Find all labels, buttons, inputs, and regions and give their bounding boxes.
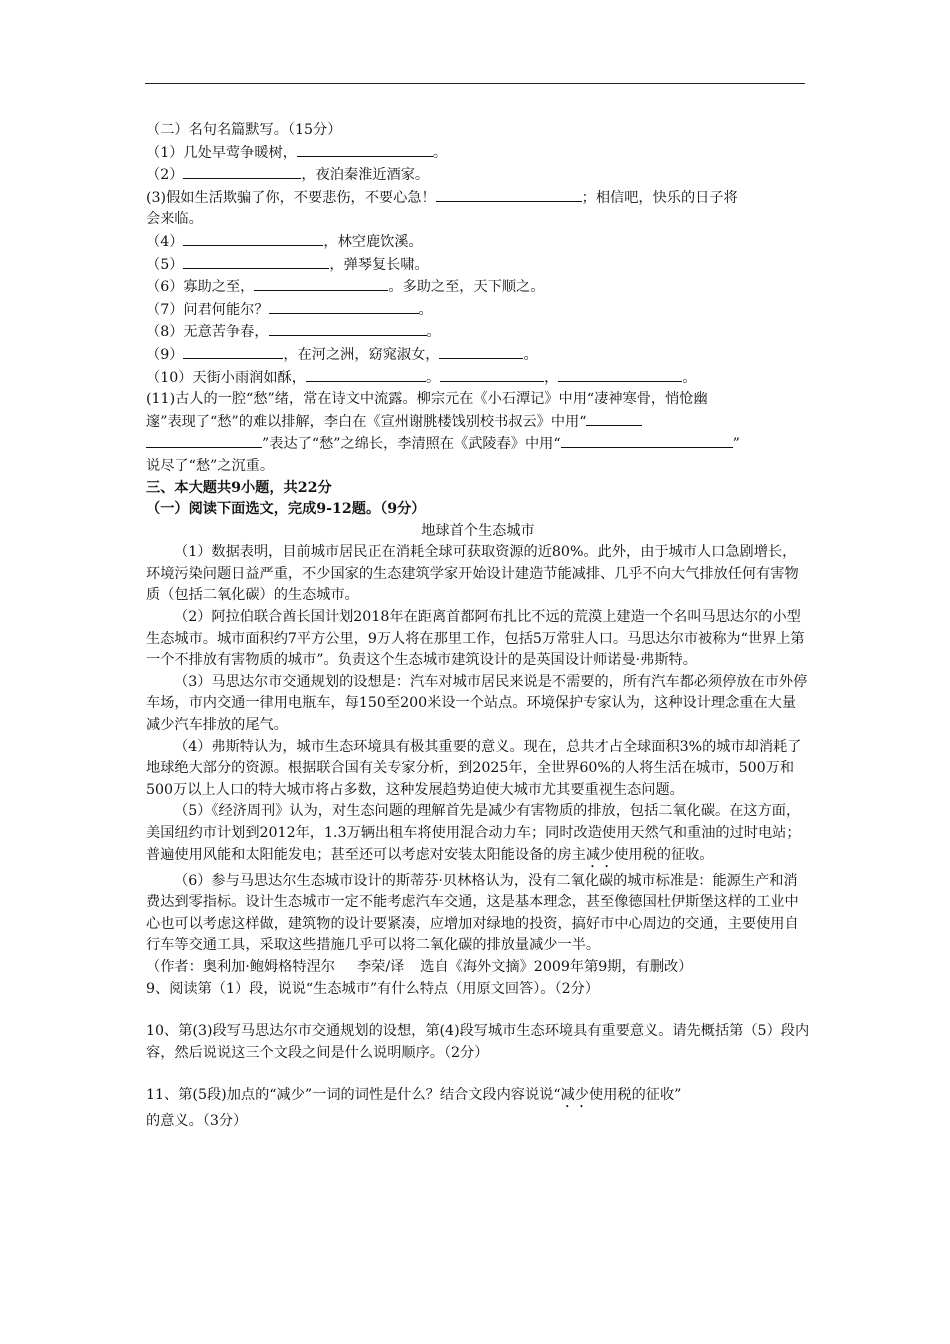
q2-answer-blank[interactable] [183,164,301,179]
q9-text: ，在河之洲，窈窕淑女， [283,346,440,363]
recitation-q5 [146,254,810,277]
q1-end: 。 [432,144,448,161]
recitation-q2 [146,164,810,187]
recitation-q1 [146,142,810,165]
q11-quote-end: ” [732,436,740,453]
question-11 [146,1085,810,1111]
p5-text: （5）《经济周刊》认为，对生态问题的理解首先是减少有害物质的排放，包括二氧化碳。在这方面，美国纽约市计划到2012年，1.3万辆出租车将使用混合动力车；同时改造使用天然气和重油的过时电站；普遍使用风能和太阳能发电；甚至还可以考虑对安装太阳能设备的房主 [146,803,801,863]
q11-answer-blank-1b[interactable] [146,433,262,448]
q1-answer-blank[interactable] [297,142,433,157]
recitation-q11-line2 [146,411,810,434]
q11b-text-2: 使用税的征收” [589,1087,682,1104]
q6-text-2: 。多助之至，天下顺之。 [388,279,545,296]
q9-number: （9） [146,346,184,363]
recitation-q10 [146,367,810,390]
article-paragraph-1: （1）数据表明，目前城市居民正在消耗全球可获取资源的近80%。此外，由于城市人口急剧增长，环境污染问题日益严重，不少国家的生态建筑学家开始设计建造节能减排、几乎不向大气排放任何有害物质（包括二氧化碳）的生态城市。 [146,544,799,604]
recitation-q11-line1: (11)古人的一腔“愁”绪，常在诗文中流露。柳宗元在《小石潭记》中用“凄神寒骨，悄怆幽 [146,391,708,408]
q11b-dotted-word: 减少 [560,1087,589,1104]
q3-text-2: ；相信吧，快乐的日子将 [581,189,738,206]
p5-text-2: 使用税的征收。 [614,846,714,863]
q4-answer-blank[interactable] [183,231,323,246]
exam-page [146,120,810,1133]
q7-answer-blank[interactable] [269,299,419,314]
q4-number: （4） [146,233,184,250]
q11-text-2: 邃”表现了“愁”的难以排解，李白在《宣州谢朓楼饯别校书叔云》中用“ [146,413,587,430]
source-author: （作者：奥利加·鲍姆格特涅尔 [146,958,335,975]
q9-answer-blank-1[interactable] [183,344,283,359]
q3-answer-blank[interactable] [436,187,582,202]
source-publication: 选自《海外文摘》2009年第9期，有删改） [420,958,693,975]
p5-dotted-word: 减少 [585,846,615,863]
q9-end: 。 [523,346,538,363]
q11-text-3: ”表达了“愁”之绵长，李清照在《武陵春》中用“ [262,436,561,453]
q10-end: 。 [682,369,697,386]
q10-answer-blank-1[interactable] [306,367,426,382]
q5-text: ，弹琴复长啸。 [329,256,429,273]
q10-sep-2: ， [544,369,559,386]
q10-sep: 。 [425,369,441,386]
recitation-q3 [146,187,810,210]
q11b-text: 11、第(5段)加点的“减少”一词的词性是什么？结合文段内容说说“ [146,1087,561,1104]
q5-number: （5） [146,256,184,273]
q2-number: （2） [146,167,184,184]
recitation-q8 [146,321,810,344]
q9-answer-blank-2[interactable] [439,344,523,359]
q7-end: 。 [418,301,433,318]
article-title: 地球首个生态城市 [421,522,535,539]
q10-answer-blank-3[interactable] [558,367,682,382]
header-rule [145,83,805,84]
q3-continuation: 会来临。 [146,211,203,228]
article-paragraph-6: （6）参与马思达尔生态城市设计的斯蒂芬·贝林格认为，没有二氧化碳的城市标准是：能源生产和消费达到零指标。设计生态城市一定不能考虑汽车交通，这是基本理念，甚至像德国杜伊斯堡这样的工业中心也可以考虑这样做，建筑物的设计要紧凑，应增加对绿地的投资，搞好市中心周边的交通，主要使用自行车等交通工具，采取这些措施几乎可以将二氧化碳的排放量减少一半。 [146,872,799,954]
recitation-q11-line3 [146,433,810,456]
q3-text: (3)假如生活欺骗了你，不要悲伤，不要心急！ [146,189,436,206]
question-10: 10、第(3)段写马思达尔市交通规划的设想，第(4)段写城市生态环境具有重要意义。请先概括第（5）段内容，然后说说这三个文段之间是什么说明顺序。（2分） [146,1023,810,1061]
article-paragraph-2: （2）阿拉伯联合酋长国计划2018年在距离首都阿布扎比不远的荒漠上建造一个名叫马思达尔的小型生态城市。城市面积约7平方公里，9万人将在那里工作，包括5万常驻人口。马思达尔市被称为“世界上第一个不排放有害物质的城市”。负责这个生态城市建筑设计的是英国设计师诺曼·弗斯特。 [146,609,805,669]
q10-text: （10）天街小雨润如酥， [146,369,306,386]
section3-subheading: （一）阅读下面选文，完成9-12题。（9分） [146,501,426,518]
q5-answer-blank[interactable] [183,254,329,269]
recitation-q6 [146,276,810,299]
q11-answer-blank-2[interactable] [561,433,733,448]
recitation-q4 [146,231,810,254]
q1-text: （1）几处早莺争暖树， [146,144,297,161]
article-paragraph-5 [146,801,810,870]
recitation-q7 [146,299,810,322]
source-translator: 李荣/译 [356,958,405,975]
q8-answer-blank[interactable] [269,321,427,336]
question-9: 9、阅读第（1）段，说说“生态城市”有什么特点（用原文回答）。（2分） [146,980,600,997]
q6-answer-blank[interactable] [254,276,388,291]
article-paragraph-3: （3）马思达尔市交通规划的设想是：汽车对城市居民来说是不需要的，所有汽车都必须停放在市外停车场，市内交通一律用电瓶车，每150至200米设一个站点。环境保护专家认为，这种设计理念重在大量减少汽车排放的尾气。 [146,673,808,734]
q4-text: ，林空鹿饮溪。 [323,233,423,250]
article-source [146,957,810,979]
q8-end: 。 [426,324,441,341]
q10-answer-blank-2[interactable] [440,367,544,382]
q11-answer-blank-1a[interactable] [586,411,642,426]
q7-text: （7）问君何能尔？ [146,301,269,318]
q2-text: ，夜泊秦淮近酒家。 [301,167,430,184]
q8-text: （8）无意苦争春， [146,324,269,341]
answer-space-9[interactable] [146,1000,810,1021]
recitation-q11-line4: 说尽了“愁”之沉重。 [146,457,275,474]
section2-heading: （二）名句名篇默写。（15分） [146,122,342,138]
section3-heading: 三、本大题共9小题，共22分 [146,479,332,496]
article-paragraph-4: （4）弗斯特认为，城市生态环境具有极其重要的意义。现在，总共才占全球面积3%的城市却消耗了地球绝大部分的资源。根据联合国有关专家分析，到2025年，全世界60%的人将生活在城市，500万和500万以上人口的特大城市将占多数，这种发展趋势迫使大城市尤其要重视生态问题。 [146,738,802,798]
answer-space-10[interactable] [146,1064,810,1085]
question-11-end: 的意义。（3分） [146,1113,248,1130]
recitation-q9 [146,344,810,367]
q6-text: （6）寡助之至， [146,279,255,296]
